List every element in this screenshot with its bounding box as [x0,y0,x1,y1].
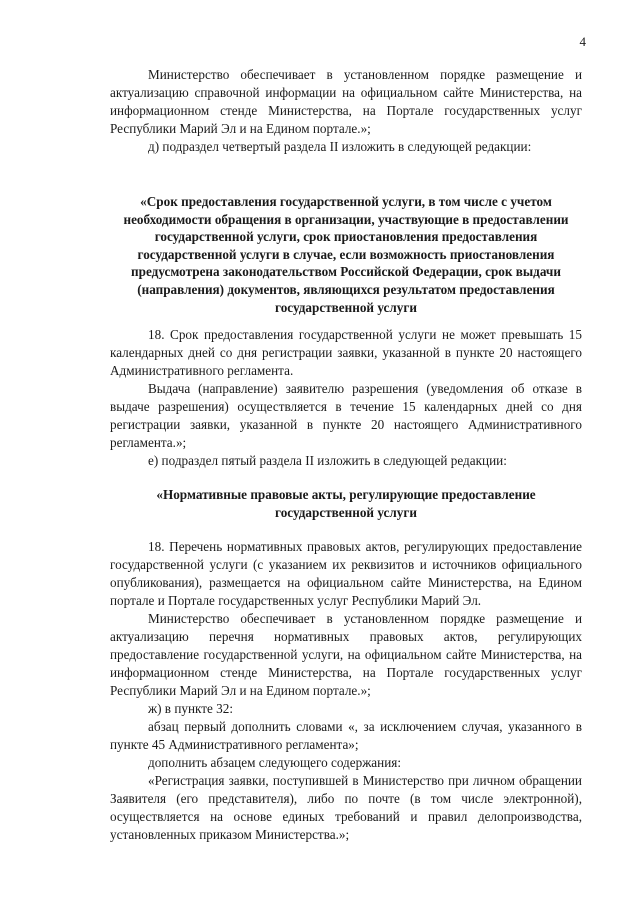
block-heading-term [110,193,582,316]
paragraph-first-abzac: абзац первый дополнить словами «, за исключением случая, указанного в пункте 45 Административного регламента»; [110,719,582,752]
block-term [110,326,582,470]
paragraph-add-abzac: дополнить абзацем следующего содержания: [148,755,402,770]
page-number: 4 [579,34,586,49]
paragraph-18-term: 18. Срок предоставления государственной услуги не может превышать 15 календарных дней со дня регистрации заявки, указанной в пункте 20 настоящего Административного регламента. [110,327,582,378]
paragraph-ministry-acts: Министерство обеспечивает в установленном порядке размещение и актуализацию перечня нормативных правовых актов, регулирующих предоставление государственной услуги, на официальном сайте Министерства, на информационном стенде Министерства, на Портале государственных услуг Республики Марий Эл и на Едином портале.»; [110,611,582,698]
paragraph-issue: Выдача (направление) заявителю разрешения (уведомления об отказе в выдаче разрешения) осуществляется в течение 15 календарных дней со дня регистрации заявки, указанной в пункте 20 настоящего Административного регламента.»; [110,381,582,450]
paragraph-subsection-zh: ж) в пункте 32: [148,701,234,716]
block-ministry-info [110,66,582,156]
block-acts [110,538,582,844]
paragraph-subsection-e: е) подраздел пятый раздела II изложить в следующей редакции: [148,453,507,468]
paragraph-registration: «Регистрация заявки, поступившей в Министерство при личном обращении Заявителя (его представителя), либо по почте (в том числе электронной), осуществляется на основе единых требований и правил делопроизводства, установленных приказом Министерства.»; [110,773,582,842]
block-heading-acts [110,486,582,521]
paragraph-18-acts-list: 18. Перечень нормативных правовых актов, регулирующих предоставление государственной услуги (с указанием их реквизитов и источников официального опубликования), размещается на официальном сайте Министерства, на Едином портале и Портале государственных услуг Республики Марий Эл. [110,539,582,608]
heading-term-of-service: «Срок предоставления государственной услуги, в том числе с учетом необходимости обращения в организации, участвующие в предоставлении государственной услуги, срок приостановления предоставления государственной услуги в случае, если возможность приостановления предусмотрена законодательством Российской Федерации, срок выдачи (направления) документов, являющихся результатом предоставления государственной услуги [123,194,569,315]
paragraph-subsection-d: д) подраздел четвертый раздела II изложить в следующей редакции: [148,139,532,154]
heading-normative-acts: «Нормативные правовые акты, регулирующие предоставление государственной услуги [156,487,536,520]
paragraph-ministry-info: Министерство обеспечивает в установленном порядке размещение и актуализацию справочной информации на официальном сайте Министерства, на информационном стенде Министерства, на Портале государственных услуг Республики Марий Эл и на Едином портале.»; [110,67,582,136]
